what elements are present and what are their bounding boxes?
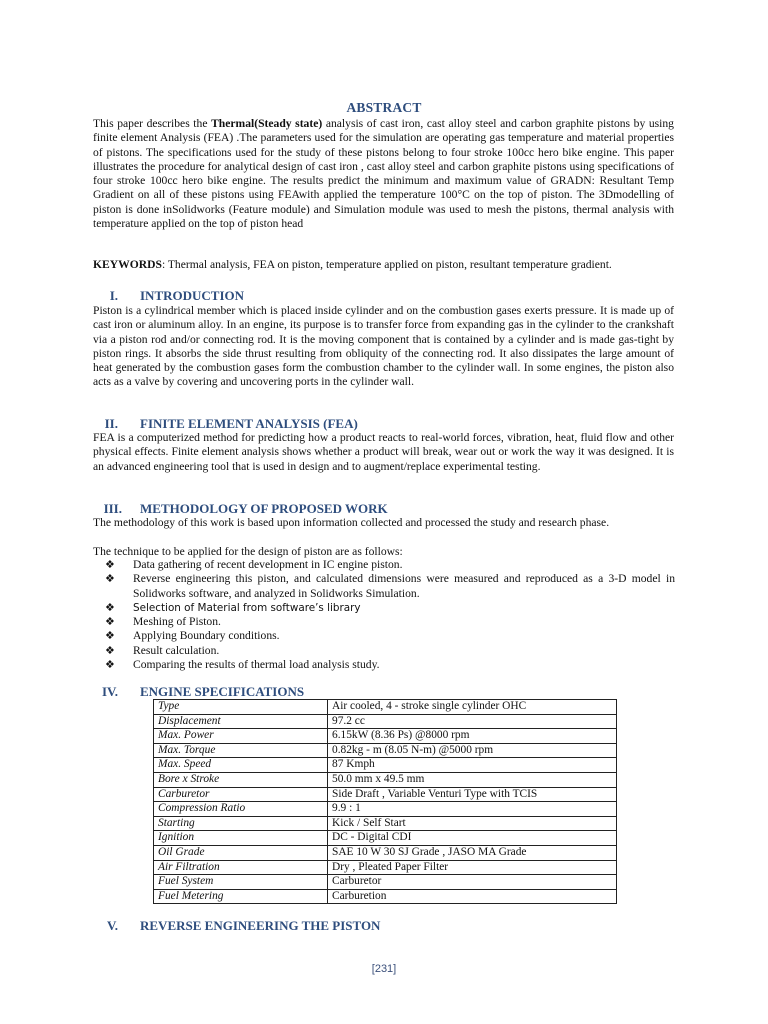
- list-item: ❖ Comparing the results of thermal load analysis study.: [105, 658, 380, 672]
- bullet-diamond-icon: ❖: [105, 643, 115, 657]
- section-heading-methodology: [103, 501, 388, 517]
- spec-key: Carburetor: [154, 787, 328, 802]
- spec-value: Kick / Self Start: [328, 816, 617, 831]
- bullet-diamond-icon: ❖: [105, 600, 115, 614]
- list-item: ❖ Result calculation.: [105, 643, 220, 657]
- table-row: [154, 758, 617, 773]
- fea-body: FEA is a computerized method for predicting how a product reacts to real-world forces, vibration, heat, fluid flow and other physical effects. Finite element analysis shows whether a product will break, wear out or work the way it was designed. It is an advanced engineering tool that is used in design and to augment/replace experimental testing.: [93, 431, 674, 473]
- list-item: ❖ Data gathering of recent development in IC engine piston.: [105, 558, 403, 571]
- spec-key: Max. Power: [154, 729, 328, 744]
- abstract-bold-term: Thermal(Steady state): [211, 117, 323, 130]
- table-row: [154, 845, 617, 860]
- keywords: [93, 258, 674, 272]
- table-row: [154, 729, 617, 744]
- keywords-text: : Thermal analysis, FEA on piston, temperature applied on piston, resultant temperature gradient.: [161, 258, 612, 271]
- section-title: METHODOLOGY OF PROPOSED WORK: [140, 501, 388, 516]
- spec-value: Carburetion: [328, 889, 617, 904]
- section-heading-introduction: [109, 288, 245, 304]
- section-heading-fea: [104, 416, 358, 432]
- bullet-diamond-icon: ❖: [105, 615, 115, 629]
- spec-key: Oil Grade: [154, 845, 328, 860]
- bullet-diamond-icon: ❖: [105, 658, 115, 672]
- section-title: REVERSE ENGINEERING THE PISTON: [140, 918, 381, 933]
- engine-specifications-table: [153, 699, 617, 904]
- table-row: [154, 743, 617, 758]
- bullet-diamond-icon: ❖: [105, 572, 115, 586]
- table-row: [154, 772, 617, 787]
- table-row: [154, 714, 617, 729]
- spec-value: 50.0 mm x 49.5 mm: [328, 772, 617, 787]
- abstract-intro: This paper describes the: [93, 117, 212, 130]
- spec-key: Compression Ratio: [154, 802, 328, 817]
- spec-value: 0.82kg - m (8.05 N-m) @5000 rpm: [328, 743, 617, 758]
- section-title: INTRODUCTION: [140, 288, 245, 303]
- methodology-bullet-list: [105, 558, 675, 672]
- spec-value: SAE 10 W 30 SJ Grade , JASO MA Grade: [328, 845, 617, 860]
- spec-key: Type: [154, 700, 328, 715]
- table-row: [154, 700, 617, 715]
- list-item: ❖ Reverse engineering this piston, and calculated dimensions were measured and reproduced as a 3-D model in Solidworks software, and analyzed in Solidworks Simulation.: [105, 572, 675, 600]
- abstract-text: analysis of cast iron, cast alloy steel and carbon graphite pistons by using finite element Analysis (FEA) .The parameters used for the simulation are operating gas temperature and material properties of pistons. The specifications used for the study of these pistons belong to four stroke 100cc hero bike engine. This paper illustrates the procedure for analytical design of cast iron , cast alloy steel and carbon graphite pistons using specifications of four stroke 100cc hero bike engine. The results predict the minimum and maximum value of GRADN: Resultant Temp Gradient on all of these pistons using FEAwith applied the temperature 100°C on the top of piston. The 3Dmodelling of piston is done inSolidworks (Feature module) and Simulation module was used to mesh the pistons, thermal analysis with temperature applied on the top of piston head: [93, 117, 674, 231]
- spec-value: Carburetor: [328, 875, 617, 890]
- table-row: [154, 787, 617, 802]
- bullet-diamond-icon: ❖: [105, 558, 115, 571]
- table-row: [154, 889, 617, 904]
- spec-key: Fuel Metering: [154, 889, 328, 904]
- section-heading-engine-specifications: [101, 684, 305, 700]
- spec-value: 6.15kW (8.36 Ps) @8000 rpm: [328, 729, 617, 744]
- section-number: III.: [103, 501, 122, 516]
- page-number: [231]: [371, 963, 397, 975]
- table-row: [154, 875, 617, 890]
- section-number: V.: [107, 918, 118, 933]
- spec-key: Ignition: [154, 831, 328, 846]
- spec-key: Max. Speed: [154, 758, 328, 773]
- spec-key: Air Filtration: [154, 860, 328, 875]
- spec-key: Starting: [154, 816, 328, 831]
- bullet-diamond-icon: ❖: [105, 629, 115, 643]
- section-number: IV.: [101, 684, 118, 699]
- table-row: [154, 831, 617, 846]
- spec-value: DC - Digital CDI: [328, 831, 617, 846]
- spec-value: Air cooled, 4 - stroke single cylinder OHC: [328, 700, 617, 715]
- introduction-body: Piston is a cylindrical member which is placed inside cylinder and on the combustion gases exerts pressure. It is made up of cast iron or aluminum alloy. In an engine, its purpose is to transfer force from expanding gas in the cylinder to the crankshaft via a piston rod and/or connecting rod. It is the moving component that is contained by a cylinder and is made gas-tight by piston rings. It absorbs the side thrust resulting from obliquity of the connecting rod. It also dissipates the large amount of heat generated by the combustion gases form the combustion chamber to the cylinder wall. In some engines, the piston also acts as a valve by covering and uncovering ports in the cylinder wall.: [93, 304, 674, 389]
- methodology-body: The methodology of this work is based upon information collected and processed the study and research phase.: [93, 516, 610, 529]
- spec-key: Fuel System: [154, 875, 328, 890]
- list-item: ❖ Meshing of Piston.: [105, 615, 221, 629]
- table-row: [154, 802, 617, 817]
- spec-value: 97.2 cc: [328, 714, 617, 729]
- abstract-body: [93, 117, 674, 231]
- section-heading-reverse-engineering: [107, 918, 381, 934]
- table-row: [154, 860, 617, 875]
- spec-key: Max. Torque: [154, 743, 328, 758]
- spec-value: Dry , Pleated Paper Filter: [328, 860, 617, 875]
- spec-value: 87 Kmph: [328, 758, 617, 773]
- section-number: II.: [104, 416, 118, 431]
- section-number: I.: [109, 288, 118, 303]
- table-row: [154, 816, 617, 831]
- spec-value: 9.9 : 1: [328, 802, 617, 817]
- list-item: ❖ Selection of Material from software’s library: [105, 600, 361, 614]
- keywords-label: KEYWORDS: [93, 258, 162, 271]
- section-title: ENGINE SPECIFICATIONS: [140, 684, 305, 699]
- spec-value: Side Draft , Variable Venturi Type with TCIS: [328, 787, 617, 802]
- list-item: ❖ Applying Boundary conditions.: [105, 629, 280, 643]
- spec-key: Displacement: [154, 714, 328, 729]
- technique-intro: The technique to be applied for the design of piston are as follows:: [93, 545, 403, 558]
- spec-key: Bore x Stroke: [154, 772, 328, 787]
- section-title: FINITE ELEMENT ANALYSIS (FEA): [140, 416, 358, 431]
- abstract-title: ABSTRACT: [346, 100, 422, 115]
